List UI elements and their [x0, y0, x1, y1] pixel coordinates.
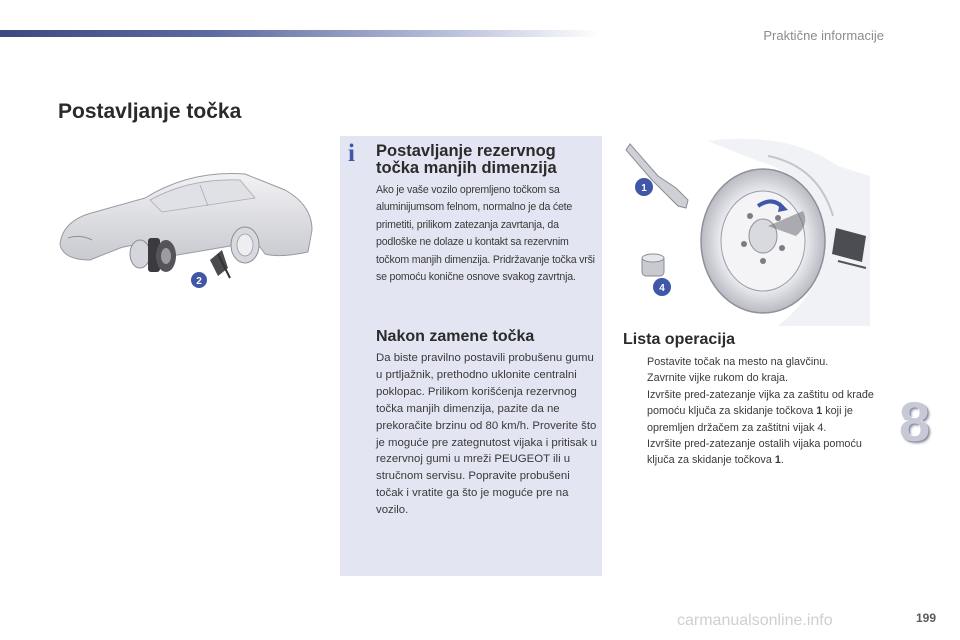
list-item: [623, 354, 888, 370]
section-header: Praktične informacije: [763, 28, 884, 43]
list-item: [623, 370, 888, 386]
header-gradient-bar: [0, 30, 600, 37]
callout-4: 4: [659, 283, 665, 294]
info-box-text: Ako je vaše vozilo opremljeno točkom sa aluminijumsom felnom, normalno je da ćete primetiti, prilikom zatezanja zavrtanja, da podloške ne dolaze u kontakt sa rezervnim točkom manjih dimenzija. Pridržavanje točka vrši se pomoću konične osnove svakog zavrtnja.: [376, 184, 595, 284]
step-text-end: koji je opremljen držačem za zaštitni vijak 4.: [647, 405, 853, 434]
wheel-illustration: [618, 136, 870, 326]
info-box-title: Postavljanje rezervnog točka manjih dimenzija: [376, 142, 557, 177]
after-change-title: Nakon zamene točka: [376, 328, 535, 345]
list-item: [623, 387, 888, 436]
step-text: Zavrnite vijke rukom do kraja.: [647, 372, 789, 385]
page-title: Postavljanje točka: [58, 100, 242, 123]
operations-list: [623, 354, 888, 469]
step-text-end: .: [780, 454, 784, 467]
callout-1: 1: [641, 183, 647, 194]
page-number: 199: [915, 611, 936, 625]
step-ref-number: 1: [774, 454, 781, 467]
step-text: Izvršite pred-zatezanje vijka za zaštitu od krađe pomoću ključa za skidanje točkova: [647, 388, 874, 418]
step-text: Postavite točak na mesto na glavčinu.: [647, 356, 829, 368]
callout-2: 2: [196, 276, 202, 287]
operations-title: Lista operacija: [623, 331, 736, 348]
watermark: carmanualsonline.info: [677, 612, 833, 629]
step-text: Izvršite pred-zatezanje ostalih vijaka pomoću ključa za skidanje točkova: [647, 438, 862, 467]
car-illustration: [50, 150, 320, 300]
list-item: [623, 436, 888, 469]
chapter-number: 8: [899, 390, 931, 453]
info-icon: i: [348, 140, 355, 167]
after-change-text: Da biste pravilno postavili probušenu gumu u prtljažnik, prethodno uklonite centralni poklopac. Prilikom korišćenja rezervnog točka manjih dimenzija, pazite da ne prekoračite brzinu od 80 km/h. Proverite što je moguće pre zategnutost vijaka i pritisak u rezervnoj gumi u mreži PEUGEOT ili u stručnom servisu. Popravite probušeni točak i vratite ga što je moguće pre na vozilo.: [376, 352, 597, 517]
step-ref-number: 1: [816, 405, 823, 418]
